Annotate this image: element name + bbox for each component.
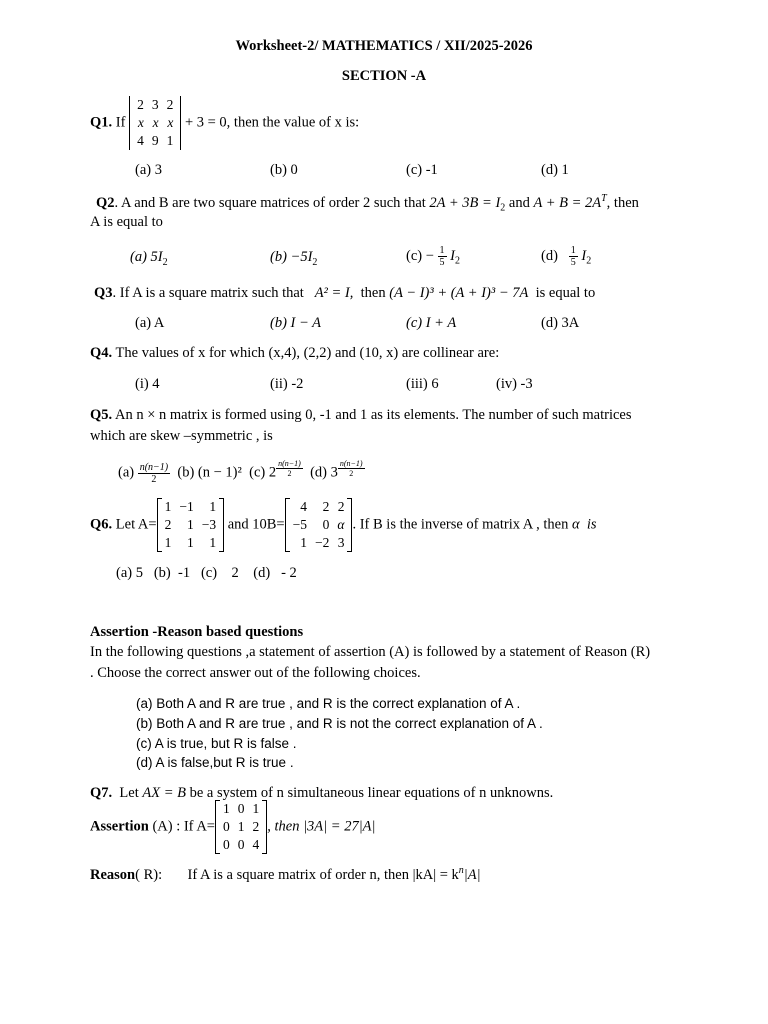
q1-pre: If (115, 114, 126, 131)
reason-sup: n (458, 865, 464, 876)
question-6 (90, 498, 597, 552)
q1-cell: 3 (151, 97, 159, 112)
q1-cell: x (167, 115, 174, 130)
q4-text: The values of x for which (x,4), (2,2) and (10, x) are collinear are: (115, 345, 500, 361)
q2-eq1: 2A + 3B = I (429, 194, 501, 211)
q7-eq: AX = B (142, 785, 186, 801)
section-heading: SECTION -A (341, 68, 427, 84)
q6-let: Let A= (115, 516, 157, 533)
q1-option-d: (d) 1 (541, 162, 569, 178)
q1-option-b: (b) 0 (270, 162, 298, 178)
q6-matrix-a: 1 −1 1 2 1 −3 1 1 1 (157, 498, 225, 552)
q6-matrix-b: 4 2 2 −5 0 α 1 −2 3 (285, 498, 353, 552)
q7-matrix: 1 0 1 0 1 2 0 0 4 (215, 800, 267, 854)
assertion-text: (A) : If A= (152, 818, 215, 835)
worksheet-title: Worksheet-2/ MATHEMATICS / XII/2025-2026 (235, 38, 533, 54)
q7-assertion (90, 800, 376, 854)
q4-option-iv: (iv) -3 (496, 376, 533, 392)
q3-option-a: (a) A (135, 315, 165, 331)
question-5 (90, 407, 632, 424)
ar-choice-a: (a) Both A and R are true , and R is the correct explanation of A . (136, 696, 521, 711)
q2-option-d: (d) $\frac{1}{5}$ $I_2$ (541, 245, 592, 268)
q6-number: Q6. (90, 516, 113, 533)
q3-tail: is equal to (535, 285, 596, 301)
q1-post: + 3 = 0, then the value of x is: (184, 114, 360, 131)
q1-option-c: (c) -1 (406, 162, 438, 178)
q6-options: (a) 5 (b) -1 (c) 2 (d) - 2 (116, 565, 297, 581)
q2-mid: and (505, 194, 534, 211)
reason-text: If A is a square matrix of order n, then |kA| = k (187, 866, 459, 883)
q2-eq2-sup: T (601, 193, 607, 204)
q6-alpha: α (571, 516, 580, 533)
q3-then: then (360, 285, 386, 301)
q3-eq: A² = I, (314, 285, 354, 301)
q3-number: Q3 (94, 285, 113, 301)
q3-option-c: (c) I + A (406, 315, 457, 331)
q5-line1: An n × n matrix is formed using 0, -1 and 1 as its elements. The number of such matrices (114, 407, 632, 423)
ar-choice-c: (c) A is true, but R is false . (136, 736, 297, 751)
q7-text-pre: Let (119, 785, 139, 801)
q1-cell: x (152, 115, 159, 130)
q1-number: Q1. (90, 114, 113, 131)
q6-post: . If B is the inverse of matrix A , then (352, 516, 569, 533)
q2-option-c: (c) − $\frac{1}{5}$ $I_2$ (406, 245, 460, 268)
q1-cell: 2 (137, 97, 144, 112)
question-2 (96, 193, 639, 214)
q3-text: . If A is a square matrix such that (112, 285, 304, 301)
q4-option-i: (i) 4 (135, 376, 160, 392)
q2-text1: . A and B are two square matrices of order 2 such that (114, 194, 430, 211)
q2-text2: , then (606, 194, 639, 211)
q1-cell: x (137, 115, 144, 130)
q1-cell: 9 (151, 133, 159, 148)
q2-number: Q2 (96, 194, 115, 211)
q7-number: Q7. (90, 785, 113, 801)
reason-label: Reason (90, 866, 136, 883)
q1-determinant (129, 96, 181, 150)
ar-intro-line2: . Choose the correct answer out of the following choices. (90, 665, 421, 681)
q2-option-b: $(b) -5I_2$ (270, 249, 318, 268)
q6-and: and 10B= (227, 516, 285, 533)
ar-choice-b: (b) Both A and R are true , and R is not the correct explanation of A . (136, 716, 543, 731)
q7-reason (90, 865, 481, 884)
q5-line2: which are skew –symmetric , is (90, 428, 273, 444)
q1-cell: 1 (166, 133, 174, 148)
q2-eq1-sub: 2 (500, 202, 506, 214)
q5-number: Q5. (90, 407, 113, 423)
q6-is: is (586, 516, 597, 533)
q4-option-ii: (ii) -2 (270, 376, 304, 392)
question-4 (90, 345, 499, 362)
q4-option-iii: (iii) 6 (406, 376, 439, 392)
reason-end: |A| (463, 866, 481, 883)
assertion-label: Assertion (90, 818, 149, 835)
q1-cell: 2 (166, 97, 174, 112)
q3-expr: (A − I)³ + (A + I)³ − 7A (389, 285, 529, 301)
q1-option-a: (a) 3 (135, 162, 162, 178)
q2-eq2: A + B = 2A (533, 194, 602, 211)
q4-number: Q4. (90, 345, 113, 361)
q7-text-post: be a system of n simultaneous linear equations of n unknowns. (189, 785, 554, 801)
q5-options: (a) $\frac{n(n-1)}{2}$ (b) (n − 1)² (c) 2 $^{\frac{n(n-1)}{2}}$ (d) 3 $^{\frac{n(n-1)}{2}}$ (118, 459, 363, 485)
q1-cell: 4 (137, 133, 144, 148)
assertion-post: , then |3A| = 27|A| (267, 818, 376, 835)
ar-choice-d: (d) A is false,but R is true . (136, 755, 294, 770)
q2-line2: A is equal to (90, 214, 163, 230)
question-1 (90, 96, 359, 150)
reason-paren: ( R): (135, 866, 163, 883)
q3-option-d: (d) 3A (541, 315, 580, 331)
ar-intro-line1: In the following questions ,a statement of assertion (A) is followed by a statement of Reason (R) (90, 644, 651, 660)
assertion-reason-heading: Assertion -Reason based questions (90, 624, 304, 640)
q3-option-b: (b) I − A (270, 315, 321, 331)
question-3 (94, 285, 595, 302)
q2-option-a: (a) $5I_2$ (130, 249, 168, 268)
